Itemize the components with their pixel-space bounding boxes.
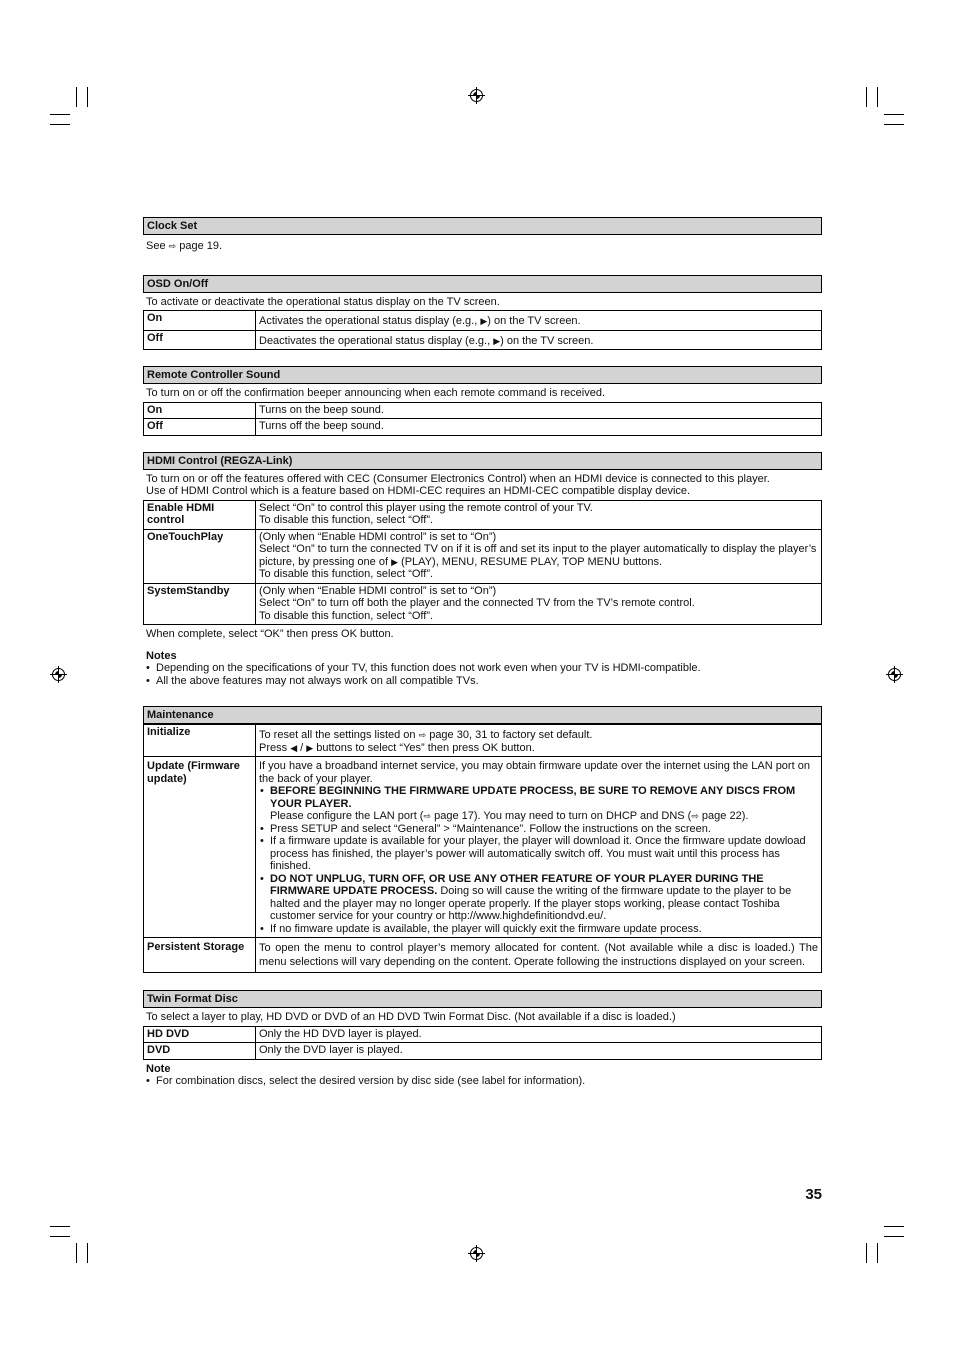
crop-mark xyxy=(877,87,878,107)
twin-format-table xyxy=(143,1026,822,1060)
option-description: Turns on the beep sound. xyxy=(256,402,822,419)
list-item: • BEFORE BEGINNING THE FIRMWARE UPDATE PROCESS, BE SURE TO REMOVE ANY DISCS FROM YOUR PLAYER. Please configure the LAN port (⇨ page 17). You may need to turn on DHCP and DNS (⇨ page 22). xyxy=(259,785,818,823)
list-item: • Depending on the specifications of your TV, this function does not work even when your TV is HDMI-compatible. xyxy=(146,662,822,675)
option-description: Deactivates the operational status display (e.g., ▶) on the TV screen. xyxy=(256,330,822,350)
option-description: Only the HD DVD layer is played. xyxy=(256,1026,822,1043)
page-ref-arrow-icon: ⇨ xyxy=(168,241,177,251)
settings-content xyxy=(143,217,822,1088)
play-icon: ▶ xyxy=(480,316,488,326)
crop-mark xyxy=(884,124,904,125)
play-icon: ▶ xyxy=(493,335,501,346)
option-description: (Only when “Enable HDMI control” is set to “On”) Select “On” to turn off both the player and the connected TV from the TV’s remote control. To disable this function, select “Off”. xyxy=(256,583,822,625)
option-description: To open the menu to control player’s memory allocated for content. (Not available while a disc is loaded.) The menu selections will vary depending on the content. Operate following the instructions displayed on your screen. xyxy=(256,938,822,973)
table-row xyxy=(144,757,822,938)
left-arrow-icon: ◀ xyxy=(290,742,298,753)
page-ref-arrow-icon: ⇨ xyxy=(423,811,432,821)
table-row xyxy=(144,330,822,350)
option-description: Select “On” to control this player using the remote control of your TV. To disable this function, select “Off”. xyxy=(256,500,822,529)
option-label: Off xyxy=(144,330,256,350)
option-description: Activates the operational status display (e.g., ▶) on the TV screen. xyxy=(256,311,822,331)
remote-sound-intro: To turn on or off the confirmation beeper announcing when each remote command is received. xyxy=(146,387,606,399)
list-item: • DO NOT UNPLUG, TURN OFF, OR USE ANY OTHER FEATURE OF YOUR PLAYER DURING THE FIRMWARE UPDATE PROCESS. Doing so will cause the writing of the firmware update to the player to be halted and the player may no longer operate properly. If the player stops working, please contact Toshiba customer service for your country or http://www.highdefinitiondvd.eu/. xyxy=(259,873,818,923)
option-label: Off xyxy=(144,419,256,436)
crop-mark xyxy=(877,1243,878,1263)
option-label: DVD xyxy=(144,1043,256,1060)
section-header-maintenance: Maintenance xyxy=(143,706,822,724)
crop-mark xyxy=(50,1226,70,1227)
remote-sound-table xyxy=(143,402,822,436)
crop-mark xyxy=(50,114,70,115)
twin-format-intro: To select a layer to play, HD DVD or DVD of an HD DVD Twin Format Disc. (Not available if a disc is loaded.) xyxy=(146,1011,676,1023)
section-header-clock-set: Clock Set xyxy=(143,217,822,235)
registration-mark-icon xyxy=(470,1247,483,1260)
registration-mark-icon xyxy=(888,668,901,681)
table-row xyxy=(144,725,822,757)
crop-mark xyxy=(87,1243,88,1263)
crop-mark xyxy=(76,1243,77,1263)
section-header-osd: OSD On/Off xyxy=(143,275,822,293)
osd-table xyxy=(143,310,822,350)
crop-mark xyxy=(866,87,867,107)
crop-mark xyxy=(50,124,70,125)
table-row xyxy=(144,529,822,583)
osd-intro: To activate or deactivate the operational status display on the TV screen. xyxy=(146,295,500,308)
right-arrow-icon: ▶ xyxy=(306,742,314,753)
option-description: (Only when “Enable HDMI control” is set to “On”) Select “On” to turn the connected TV on if it is off and set its input to the player automatically to display the player’s picture, by pressing one of ▶ (PLAY), MENU, RESUME PLAY, TOP MENU buttons. To disable this function, select “Off”. xyxy=(256,529,822,583)
crop-mark xyxy=(866,1243,867,1263)
section-header-hdmi-control: HDMI Control (REGZA-Link) xyxy=(143,452,822,470)
option-label: On xyxy=(144,311,256,331)
table-row xyxy=(144,1043,822,1060)
hdmi-table xyxy=(143,500,822,626)
option-label: Initialize xyxy=(144,725,256,757)
hdmi-complete-text: When complete, select “OK” then press OK button. xyxy=(146,628,394,640)
crop-mark xyxy=(884,1226,904,1227)
section-header-remote-sound: Remote Controller Sound xyxy=(143,366,822,384)
option-label: Enable HDMI control xyxy=(144,500,256,529)
option-label: SystemStandby xyxy=(144,583,256,625)
table-row xyxy=(144,419,822,436)
page-ref-arrow-icon: ⇨ xyxy=(418,730,427,740)
crop-mark xyxy=(76,87,77,107)
play-icon: ▶ xyxy=(391,556,398,567)
maintenance-table xyxy=(143,724,822,973)
option-description: To reset all the settings listed on ⇨ page 30, 31 to factory set default. Press ◀ / ▶ buttons to select “Yes” then press OK button. xyxy=(256,725,822,757)
crop-mark xyxy=(884,1236,904,1237)
option-description: If you have a broadband internet service, you may obtain firmware update over the internet using the LAN port on the back of your player. • BEFORE BEGINNING THE FIRMWARE UPDATE PROCESS, BE SURE TO REMOVE ANY DISCS FROM YOUR PLAYER. Please configure the LAN port (⇨ page 17). You may need to turn on DHCP and DNS (⇨ page 22). • Press SETUP and select “General” > “Maintenance”. Follow the instructions on the screen. • If a firmware update is available for your player, the player will download it. Once the firmware update dowload process has finished, the player’s power will automatically switch off. You must wait until this process has finished. • DO NOT UNPLUG, TURN OFF, OR USE ANY OTHER FEATURE OF YOUR PLAYER DURING THE FIRMWARE UPDATE PROCESS. Doing so will cause the writing of the firmware update to the player to be halted and the player may no longer operate properly. If the player stops working, please contact Toshiba customer service for your country or http://www.highdefinitiondvd.eu/. • If no fimware update is available, the player will quickly exit the firmware update process. xyxy=(256,757,822,938)
option-label: Persistent Storage xyxy=(144,938,256,973)
table-row xyxy=(144,500,822,529)
hdmi-intro: To turn on or off the features offered with CEC (Consumer Electronics Control) when an HDMI device is connected to this player. Use of HDMI Control which is a feature based on HDMI-CEC requires an HDMI-CEC compatible display device. xyxy=(146,472,770,497)
note-title: Note xyxy=(146,1062,171,1075)
note-list xyxy=(143,1075,822,1088)
list-item: • If a firmware update is available for your player, the player will download it. Once the firmware update dowload process has finished, the player’s power will automatically switch off. You must wait until this process has finished. xyxy=(259,835,818,873)
table-row xyxy=(144,583,822,625)
list-item: • All the above features may not always work on all compatible TVs. xyxy=(146,675,822,688)
crop-mark xyxy=(50,1236,70,1237)
page-number: 35 xyxy=(805,1186,822,1203)
list-item: • For combination discs, select the desired version by disc side (see label for information). xyxy=(146,1075,822,1088)
page-ref-arrow-icon: ⇨ xyxy=(691,811,699,821)
table-row xyxy=(144,402,822,419)
section-header-twin-format: Twin Format Disc xyxy=(143,990,822,1008)
notes-list xyxy=(143,662,822,687)
crop-mark xyxy=(87,87,88,107)
firmware-steps-list xyxy=(259,785,818,935)
list-item: • If no fimware update is available, the player will quickly exit the firmware update process. xyxy=(259,923,818,936)
table-row xyxy=(144,1026,822,1043)
option-label: Update (Firmware update) xyxy=(144,757,256,938)
registration-mark-icon xyxy=(470,89,483,102)
option-description: Only the DVD layer is played. xyxy=(256,1043,822,1060)
table-row xyxy=(144,938,822,973)
list-item: • Press SETUP and select “General” > “Maintenance”. Follow the instructions on the screen. xyxy=(259,823,818,836)
notes-title: Notes xyxy=(146,649,177,662)
table-row xyxy=(144,311,822,331)
clock-set-reference: See ⇨ page 19. xyxy=(146,240,223,252)
option-label: OneTouchPlay xyxy=(144,529,256,583)
option-description: Turns off the beep sound. xyxy=(256,419,822,436)
option-label: On xyxy=(144,402,256,419)
crop-mark xyxy=(884,114,904,115)
registration-mark-icon xyxy=(52,668,65,681)
option-label: HD DVD xyxy=(144,1026,256,1043)
